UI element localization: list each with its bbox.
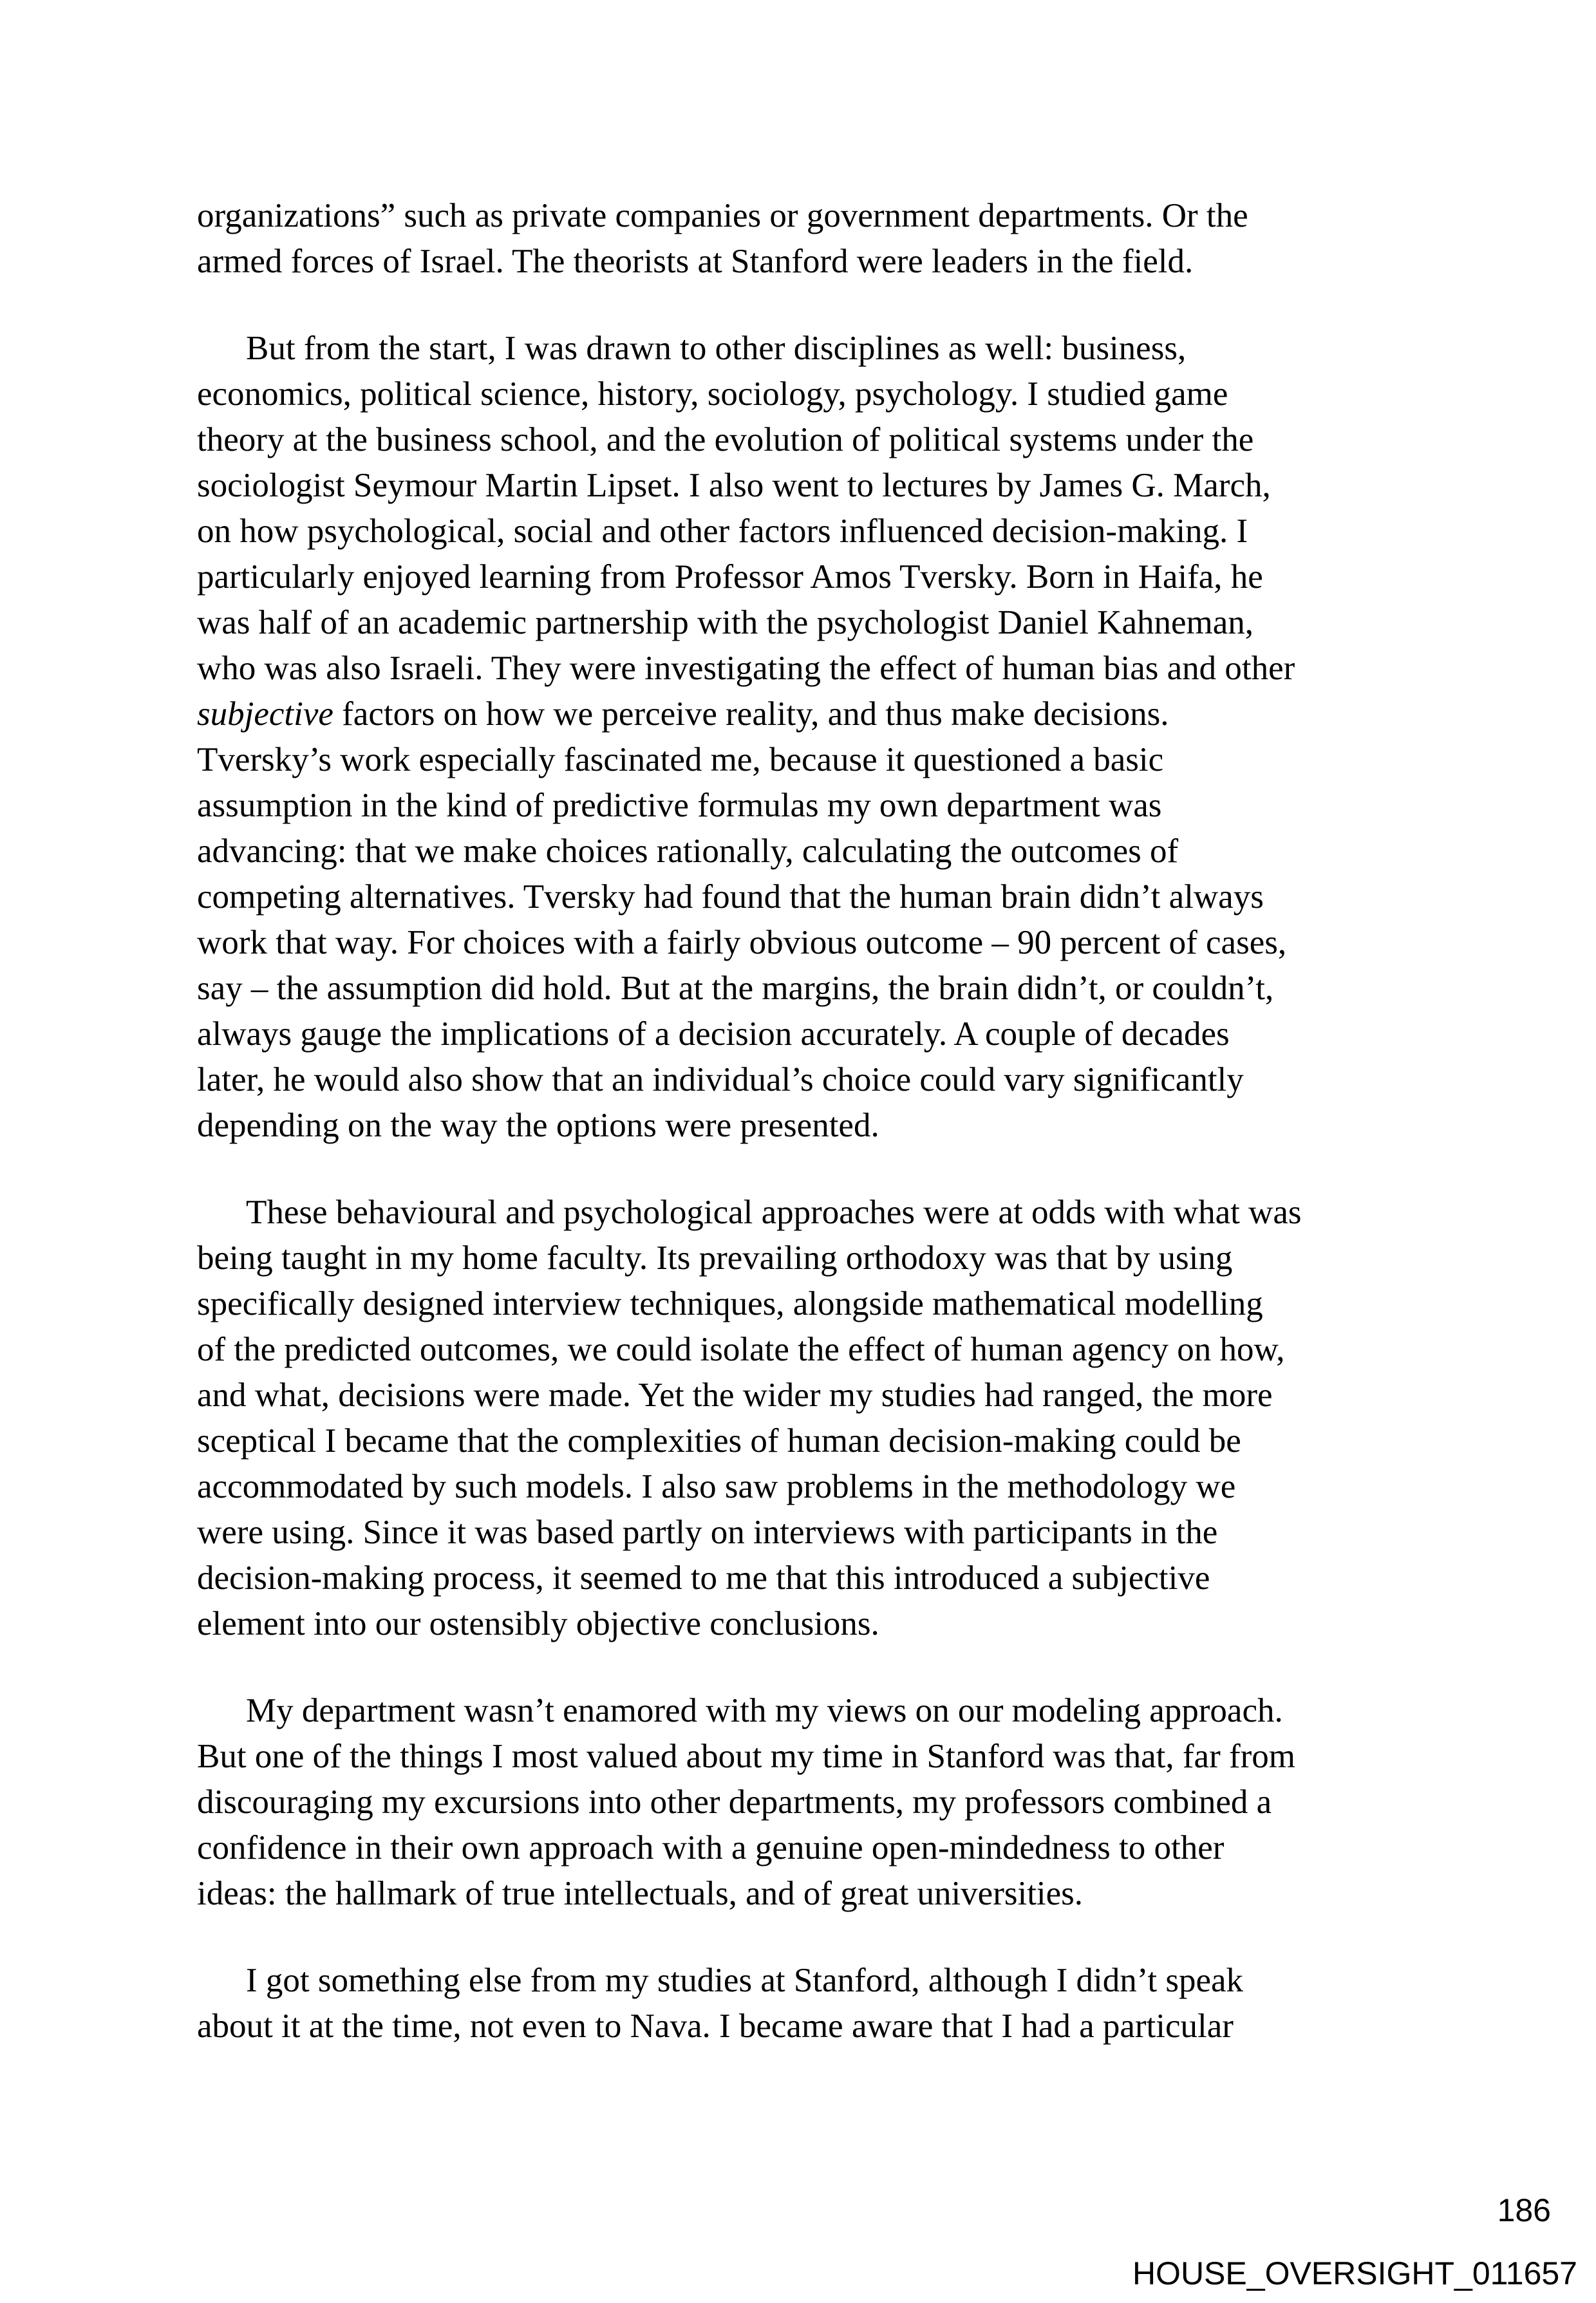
text-segment: were using. Since it was based partly on interviews with participants in the <box>197 1514 1218 1551</box>
paragraph <box>197 1958 1427 2049</box>
italic-text: subjective <box>197 695 333 733</box>
text-segment: sceptical I became that the complexities of human decision-making could be <box>197 1422 1241 1460</box>
text-segment: But from the start, I was drawn to other disciplines as well: business, <box>246 330 1187 367</box>
text-line <box>197 1418 1427 1464</box>
text-line <box>197 1373 1427 1418</box>
text-line <box>197 783 1427 829</box>
text-line <box>197 600 1427 646</box>
text-line <box>197 2004 1427 2049</box>
text-segment: discouraging my excursions into other departments, my professors combined a <box>197 1783 1272 1821</box>
text-segment: economics, political science, history, sociology, psychology. I studied game <box>197 375 1228 413</box>
text-line <box>197 874 1427 920</box>
text-segment: work that way. For choices with a fairly obvious outcome – 90 percent of cases, <box>197 924 1287 961</box>
paragraph <box>197 326 1427 1149</box>
text-line <box>197 1236 1427 1281</box>
text-segment: on how psychological, social and other factors influenced decision-making. I <box>197 512 1248 550</box>
text-line <box>197 646 1427 691</box>
text-line <box>197 239 1427 285</box>
text-line <box>197 1464 1427 1510</box>
text-segment: later, he would also show that an individual’s choice could vary significantly <box>197 1061 1244 1098</box>
text-segment: who was also Israeli. They were investigating the effect of human bias and other <box>197 650 1295 687</box>
text-segment: of the predicted outcomes, we could isolate the effect of human agency on how, <box>197 1331 1285 1368</box>
text-line <box>197 1734 1427 1780</box>
text-segment: about it at the time, not even to Nava. I became aware that I had a particular <box>197 2007 1234 2045</box>
text-line <box>197 1958 1427 2004</box>
text-segment: ideas: the hallmark of true intellectuals, and of great universities. <box>197 1875 1084 1912</box>
text-line <box>197 1103 1427 1149</box>
text-segment: My department wasn’t enamored with my views on our modeling approach. <box>246 1692 1283 1729</box>
text-line <box>197 417 1427 463</box>
text-segment: decision-making process, it seemed to me that this introduced a subjective <box>197 1559 1210 1597</box>
text-line <box>197 554 1427 600</box>
text-segment: being taught in my home faculty. Its prevailing orthodoxy was that by using <box>197 1239 1233 1277</box>
text-segment: competing alternatives. Tversky had found that the human brain didn’t always <box>197 878 1264 916</box>
body-text <box>197 193 1427 2049</box>
text-line <box>197 326 1427 371</box>
paragraph <box>197 193 1427 285</box>
text-segment: I got something else from my studies at Stanford, although I didn’t speak <box>246 1962 1244 1999</box>
text-line <box>197 371 1427 417</box>
bates-stamp: HOUSE_OVERSIGHT_011657 <box>1132 2255 1577 2291</box>
text-segment: always gauge the implications of a decision accurately. A couple of decades <box>197 1015 1230 1053</box>
text-line <box>197 1281 1427 1327</box>
text-line <box>197 920 1427 966</box>
text-line <box>197 1190 1427 1236</box>
text-segment: factors on how we perceive reality, and thus make decisions. <box>333 695 1169 733</box>
text-segment: But one of the things I most valued about my time in Stanford was that, far from <box>197 1738 1295 1775</box>
text-line <box>197 1871 1427 1917</box>
text-segment: armed forces of Israel. The theorists at Stanford were leaders in the field. <box>197 243 1194 280</box>
text-segment: These behavioural and psychological approaches were at odds with what was <box>246 1194 1302 1231</box>
text-line <box>197 509 1427 554</box>
text-segment: specifically designed interview techniques, alongside mathematical modelling <box>197 1285 1263 1322</box>
text-segment: particularly enjoyed learning from Professor Amos Tversky. Born in Haifa, he <box>197 558 1263 596</box>
text-segment: and what, decisions were made. Yet the wider my studies had ranged, the more <box>197 1377 1273 1414</box>
text-line <box>197 1780 1427 1825</box>
text-line <box>197 1601 1427 1647</box>
text-line <box>197 1825 1427 1871</box>
text-segment: was half of an academic partnership with the psychologist Daniel Kahneman, <box>197 604 1254 641</box>
text-segment: element into our ostensibly objective conclusions. <box>197 1605 879 1642</box>
text-segment: advancing: that we make choices rationally, calculating the outcomes of <box>197 832 1179 870</box>
text-segment: confidence in their own approach with a genuine open-mindedness to other <box>197 1829 1225 1866</box>
text-line <box>197 1057 1427 1103</box>
text-line <box>197 1556 1427 1601</box>
text-segment: accommodated by such models. I also saw problems in the methodology we <box>197 1468 1236 1505</box>
paragraph <box>197 1190 1427 1647</box>
text-line <box>197 463 1427 509</box>
text-line <box>197 737 1427 783</box>
text-line <box>197 966 1427 1011</box>
text-line <box>197 1510 1427 1556</box>
text-line <box>197 829 1427 874</box>
text-line <box>197 691 1427 737</box>
text-segment: depending on the way the options were presented. <box>197 1107 879 1144</box>
text-segment: sociologist Seymour Martin Lipset. I also went to lectures by James G. March, <box>197 467 1271 504</box>
paragraph <box>197 1688 1427 1917</box>
text-segment: Tversky’s work especially fascinated me, because it questioned a basic <box>197 741 1164 778</box>
text-segment: say – the assumption did hold. But at the margins, the brain didn’t, or couldn’t, <box>197 970 1274 1007</box>
text-line <box>197 1011 1427 1057</box>
text-line <box>197 1688 1427 1734</box>
page-number: 186 <box>1497 2192 1551 2228</box>
text-line <box>197 193 1427 239</box>
text-line <box>197 1327 1427 1373</box>
text-segment: organizations” such as private companies or government departments. Or the <box>197 197 1248 234</box>
text-segment: theory at the business school, and the evolution of political systems under the <box>197 421 1254 458</box>
text-segment: assumption in the kind of predictive formulas my own department was <box>197 787 1162 824</box>
